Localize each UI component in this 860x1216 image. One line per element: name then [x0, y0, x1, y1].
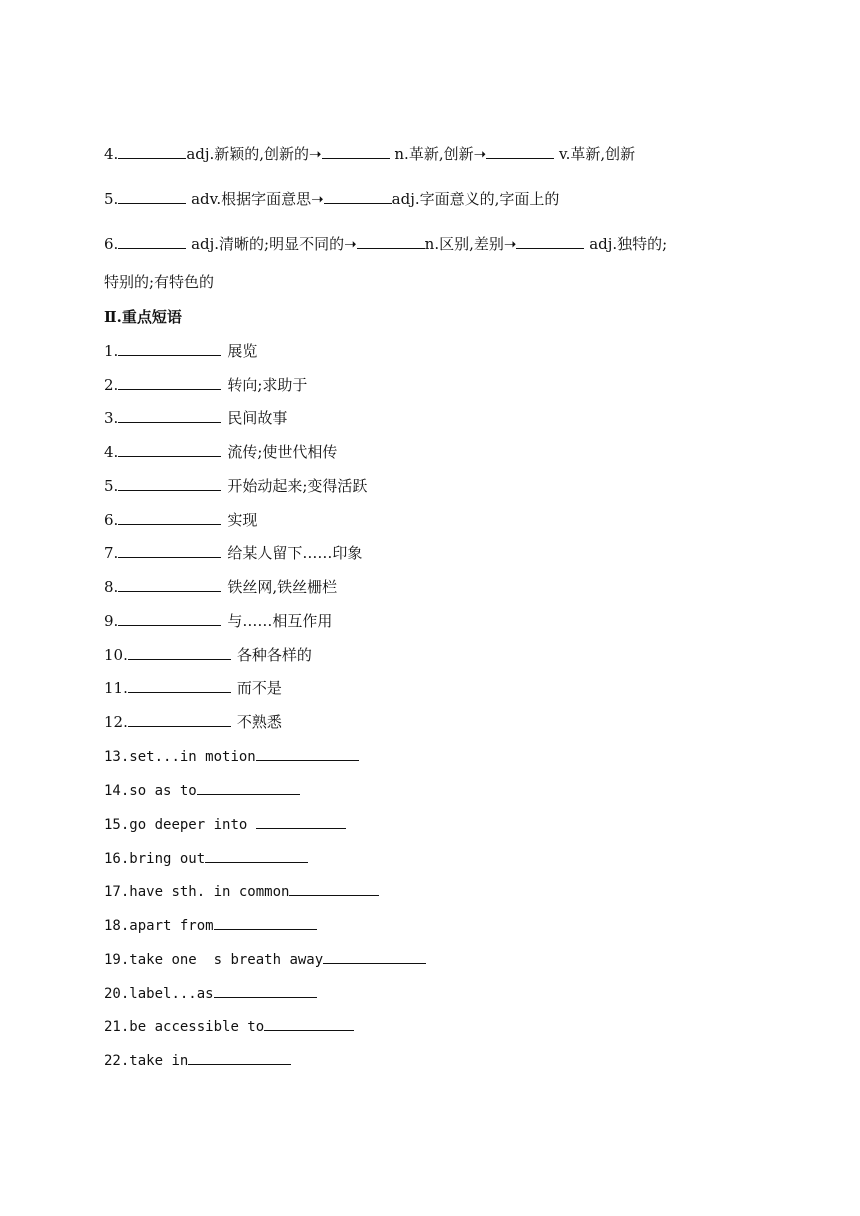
item-text: label...as: [129, 986, 214, 1002]
item-number: 4.: [104, 145, 119, 163]
item-text: 流传;使世代相传: [227, 443, 338, 461]
item-text: n.区别,差别➝: [424, 235, 517, 253]
item-text: adj.清晰的;明显不同的➝: [186, 235, 357, 253]
item-number: 7.: [104, 544, 119, 562]
answer-blank[interactable]: [256, 814, 346, 829]
item-text: 各种各样的: [236, 646, 312, 664]
item-text: 转向;求助于: [227, 376, 308, 394]
item-number: 6.: [104, 511, 119, 529]
item-number: 4.: [104, 443, 119, 461]
item-number: 19.: [104, 952, 130, 968]
answer-blank[interactable]: [118, 611, 221, 626]
item-number: 22.: [104, 1053, 130, 1069]
item-number: 8.: [104, 578, 119, 596]
answer-blank[interactable]: [118, 144, 186, 159]
item-text: adj.字面意义的,字面上的: [391, 190, 560, 208]
item-number: 3.: [104, 409, 119, 427]
item-number: 15.: [104, 817, 130, 833]
answer-blank[interactable]: [128, 712, 231, 727]
item-text: adj.新颖的,创新的➝: [186, 145, 322, 163]
answer-blank[interactable]: [118, 510, 221, 525]
phrase-item-15: [104, 814, 346, 834]
item-text: 民间故事: [227, 409, 288, 427]
answer-blank[interactable]: [118, 577, 221, 592]
answer-blank[interactable]: [128, 678, 231, 693]
item-text: 实现: [227, 511, 258, 529]
item-text: apart from: [129, 918, 214, 934]
item-number: 20.: [104, 986, 130, 1002]
phrase-item-20: [104, 983, 317, 1003]
answer-blank[interactable]: [516, 234, 584, 249]
answer-blank[interactable]: [264, 1016, 354, 1031]
item-number: 5.: [104, 190, 119, 208]
answer-blank[interactable]: [357, 234, 425, 249]
phrase-item-11: [104, 678, 282, 698]
phrase-item-22: [104, 1050, 291, 1070]
item-text: 与……相互作用: [227, 612, 333, 630]
item-text: have sth. in common: [129, 884, 290, 900]
vocab-item-6: [104, 234, 667, 254]
answer-blank[interactable]: [118, 375, 221, 390]
phrase-item-13: [104, 746, 359, 766]
vocab-item-6-continuation: 特别的;有特色的: [104, 273, 215, 291]
answer-blank[interactable]: [118, 442, 221, 457]
answer-blank[interactable]: [289, 881, 379, 896]
phrase-item-4: [104, 442, 337, 462]
item-number: 18.: [104, 918, 130, 934]
answer-blank[interactable]: [188, 1050, 291, 1065]
item-number: 17.: [104, 884, 130, 900]
phrase-item-21: [104, 1016, 354, 1036]
answer-blank[interactable]: [214, 915, 317, 930]
item-text: set...in motion: [129, 749, 256, 765]
item-number: 5.: [104, 477, 119, 495]
phrase-item-1: [104, 341, 257, 361]
item-number: 6.: [104, 235, 119, 253]
item-number: 10.: [104, 646, 128, 664]
phrase-item-16: [104, 848, 308, 868]
answer-blank[interactable]: [197, 780, 300, 795]
phrase-item-12: [104, 712, 282, 732]
item-text: 给某人留下……印象: [227, 544, 363, 562]
answer-blank[interactable]: [118, 476, 221, 491]
item-text: take in: [129, 1053, 189, 1069]
item-number: 11.: [104, 679, 128, 697]
phrase-item-18: [104, 915, 317, 935]
phrase-item-10: [104, 645, 312, 665]
phrase-item-3: [104, 408, 287, 428]
vocab-item-4: [104, 144, 635, 164]
item-text: 而不是: [236, 679, 282, 697]
item-text: 展览: [227, 342, 258, 360]
item-text: be accessible to: [129, 1019, 265, 1035]
item-text: bring out: [129, 851, 206, 867]
item-text: go deeper into: [129, 817, 256, 833]
answer-blank[interactable]: [205, 848, 308, 863]
phrase-item-17: [104, 881, 379, 901]
answer-blank[interactable]: [322, 144, 390, 159]
item-text: 铁丝网,铁丝栅栏: [227, 578, 338, 596]
item-text: adv.根据字面意思➝: [186, 190, 324, 208]
phrase-item-9: [104, 611, 332, 631]
answer-blank[interactable]: [118, 408, 221, 423]
answer-blank[interactable]: [128, 645, 231, 660]
item-number: 1.: [104, 342, 119, 360]
answer-blank[interactable]: [486, 144, 554, 159]
item-text: 开始动起来;变得活跃: [227, 477, 368, 495]
item-text: so as to: [129, 783, 197, 799]
item-text: 不熟悉: [236, 713, 282, 731]
item-text: adj.独特的;: [584, 235, 668, 253]
item-number: 14.: [104, 783, 130, 799]
section-heading: Ⅱ.重点短语: [104, 308, 182, 326]
answer-blank[interactable]: [118, 543, 221, 558]
answer-blank[interactable]: [118, 189, 186, 204]
answer-blank[interactable]: [118, 234, 186, 249]
item-number: 2.: [104, 376, 119, 394]
item-text: v.革新,创新: [554, 145, 636, 163]
item-number: 12.: [104, 713, 128, 731]
phrase-item-6: [104, 510, 257, 530]
phrase-item-19: [104, 949, 426, 969]
vocab-item-5: [104, 189, 559, 209]
item-text: n.革新,创新➝: [389, 145, 487, 163]
answer-blank[interactable]: [214, 983, 317, 998]
item-number: 13.: [104, 749, 130, 765]
answer-blank[interactable]: [256, 746, 359, 761]
answer-blank[interactable]: [118, 341, 221, 356]
phrase-item-7: [104, 543, 362, 563]
item-number: 9.: [104, 612, 119, 630]
phrase-item-2: [104, 375, 307, 395]
phrase-item-8: [104, 577, 337, 597]
item-number: 21.: [104, 1019, 130, 1035]
phrase-item-5: [104, 476, 367, 496]
phrase-item-14: [104, 780, 300, 800]
item-text: take one s breath away: [129, 952, 324, 968]
answer-blank[interactable]: [324, 189, 392, 204]
answer-blank[interactable]: [323, 949, 426, 964]
item-number: 16.: [104, 851, 130, 867]
